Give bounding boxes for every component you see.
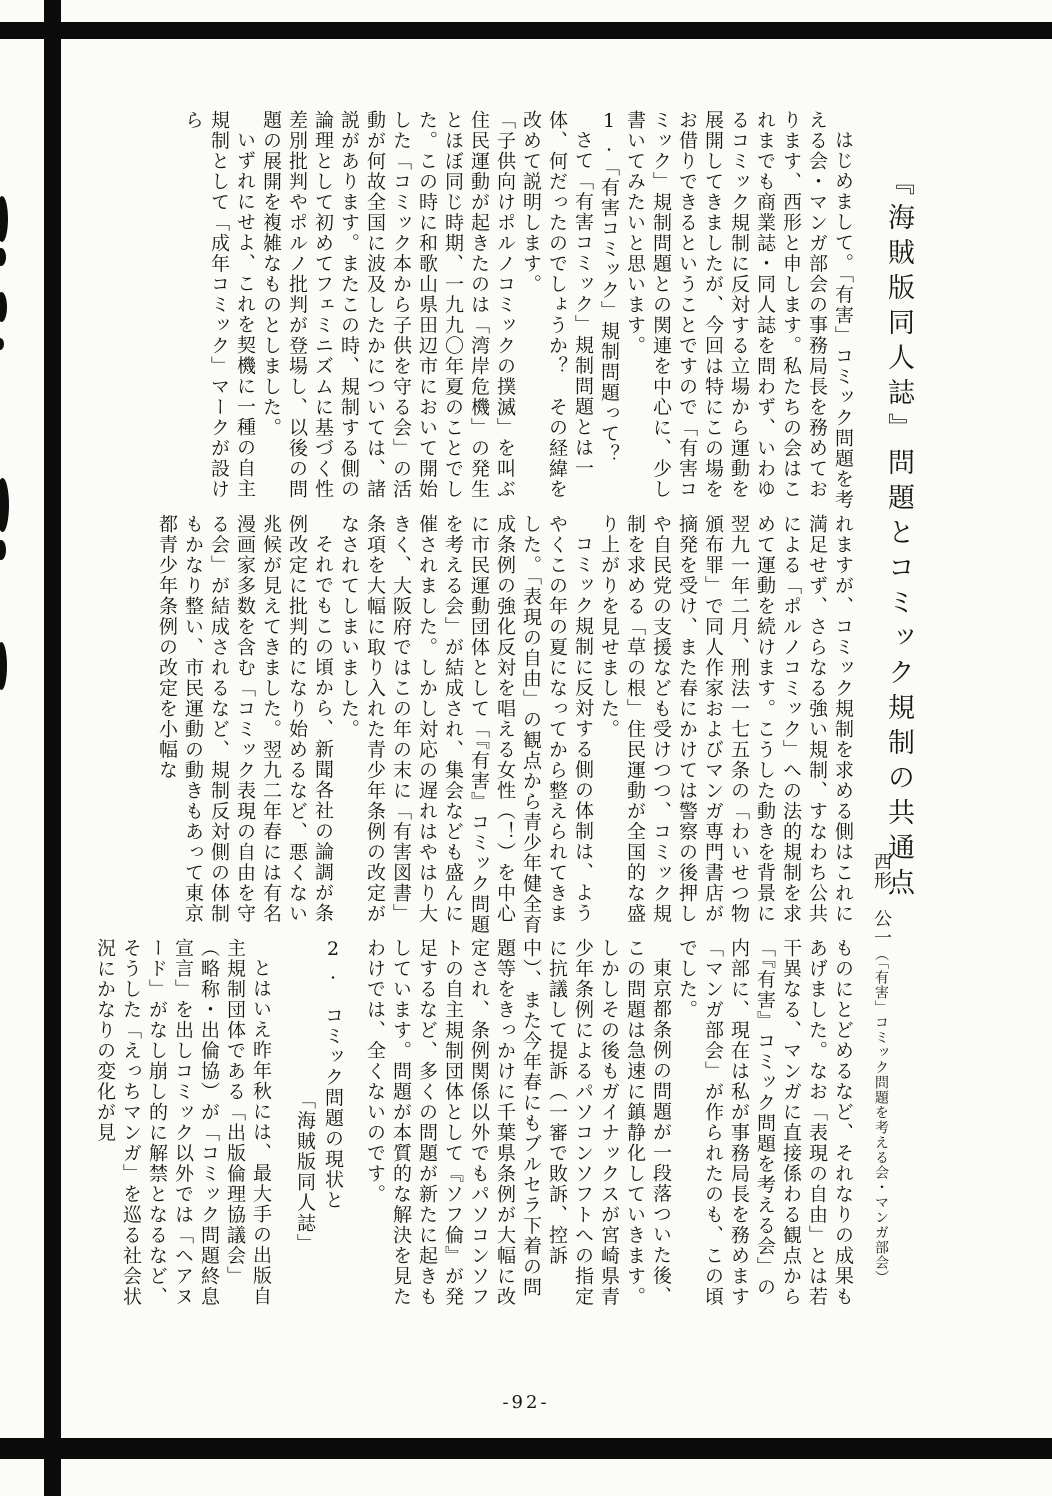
article-title: 『海賊版同人誌』問題とコミック規制の共通点 — [883, 168, 914, 903]
scan-artifact-ink-blob — [0, 248, 6, 266]
paragraph-intro: はじめまして。「有害」コミック問題を考える会・マンガ部会の事務局長を務めております、西形と申します。私たちの会はこれまでも商業誌・同人誌を問わず、いわゆるコミック規制に反対する立場から運動を展開してきましたが、今回は特にこの場をお借りできるということですので「有害コミック」規制問題との関連を中心に、少し書いてみたいと思います。 — [624, 110, 854, 510]
text-band-middle — [142, 514, 856, 939]
scan-artifact-ink-blob — [0, 196, 8, 242]
author-affiliation: （「有害」コミック問題を考える会・マンガ部会） — [873, 947, 889, 1285]
paragraph: ものにとどめるなど、それなりの成果もあげました。なお「表現の自由」とは若干異なる、マンガに直接係わる観点から「『有害』コミック問題を考える会」の内部に、現在は私が事務局長を務めます「マンガ部会」が作られたのも、この頃でした。 — [676, 938, 854, 1307]
paragraph: コミック規制に反対する側の体制は、ようやくこの年の夏になってから整えられてきました。「表現の自由」の観点から青少年健全育成条例の強化反対を唱える女性（！）を中心に市民運動団体として「『有害』コミック問題を考える会」が結成され、集会なども盛んに催されました。しかし対応の遅れはやはり大きく、大阪府ではこの年の末に「有害図書」条項を大幅に取り入れた青少年条例の改定がなされてしまいました。 — [338, 514, 594, 935]
article-byline — [868, 852, 894, 1322]
section-2-heading-line1: 2. コミック問題の現状と — [322, 938, 344, 1211]
page-number: -92- — [502, 1392, 550, 1413]
scan-artifact-ink-blob — [0, 292, 7, 322]
scan-artifact-ink-blob — [0, 540, 6, 560]
paragraph: れますが、コミック規制を求める側はこれに満足せず、さらなる強い規制、すなわち公共による「ポルノコミック」への法的規制を求めて運動を続けます。こうした動きを背景に翌九一年二月、刑法一七五条の「わいせつ物頒布罪」で同人作家およびマンガ専門書店が摘発を受け、また春にかけては警察の後押しや自民党の支援なども受けつつ、コミック規制を求める「草の根」住民運動が全国的な盛り上がりを見せました。 — [598, 514, 854, 924]
scan-artifact-ink-blob — [0, 338, 4, 350]
scan-artifact-bottom-bar — [0, 1438, 1052, 1459]
paragraph: とはいえ昨年秋には、最大手の出版自主規制団体である「出版倫理協議会」（略称・出倫協）が「コミック問題終息宣言」を出しコミック以外では「ヘアヌード」がなし崩し的に解禁となるなど、そうした「えっちマンガ」を巡る社会状況にかなりの変化が見 — [94, 938, 272, 1307]
section-2-heading-line2: 「海賊版同人誌」 — [294, 1090, 316, 1254]
paragraph: さて「有害コミック」規制問題とは一体、何だったのでしょうか？ その経緯を改めて説明します。 — [520, 110, 594, 500]
text-band-top — [142, 110, 856, 514]
paragraph: 東京都条例の問題が一段落ついた後、この問題は急速に鎮静化していきます。しかしその後もガイナックスが宮崎県青少年条例によるパソコンソフトへの指定に抗議して提訴（一審で敗訴、控訴中）、また今年春にもブルセラ下着の問題等をきっかけに千葉県条例が大幅に改定され、条例関係以外でもパソコンソフトの自主規制団体として『ソフ倫』が発足するなど、多くの問題が新たに起きもしています。問題が本質的な解決を見たわけでは、全くないのです。 — [364, 938, 672, 1307]
paragraph: いずれにせよ、これを契機に一種の自主規制として「成年コミック」マークが設けら — [182, 110, 256, 500]
scan-artifact-ink-blob — [0, 642, 7, 690]
scan-artifact-top-bar — [0, 22, 1052, 39]
scan-artifact-ink-blob — [0, 478, 9, 532]
author-name: 西形 公一 — [871, 852, 892, 947]
text-band-bottom — [94, 938, 856, 1316]
scan-artifact-binding-bar — [44, 0, 61, 1496]
paragraph: それでもこの頃から、新聞各社の論調が条例改定に批判的になり始めるなど、悪くない兆候が見えてきました。翌九二年春には有名漫画家多数を含む「コミック表現の自由を守る会」が結成されるなど、規制反対側の体制もかなり整い、市民運動の動きもあって東京都青少年条例の改定を小幅な — [156, 514, 334, 924]
paragraph: 「子供向けポルノコミックの撲滅」を叫ぶ住民運動が起きたのは「湾岸危機」の発生とほぼ同じ時期、一九九〇年夏のことでした。この時に和歌山県田辺市において開始した「コミック本から子供を守る会」の活動が何故全国に波及したかについては、諸説があります。またこの時、規制する側の論理として初めてフェミニズムに基づく性差別批判やポルノ批判が登場し、以後の問題の展開を複雑なものとしました。 — [260, 110, 516, 500]
section-1-heading: 1.「有害コミック」規制問題って？ — [598, 110, 620, 465]
